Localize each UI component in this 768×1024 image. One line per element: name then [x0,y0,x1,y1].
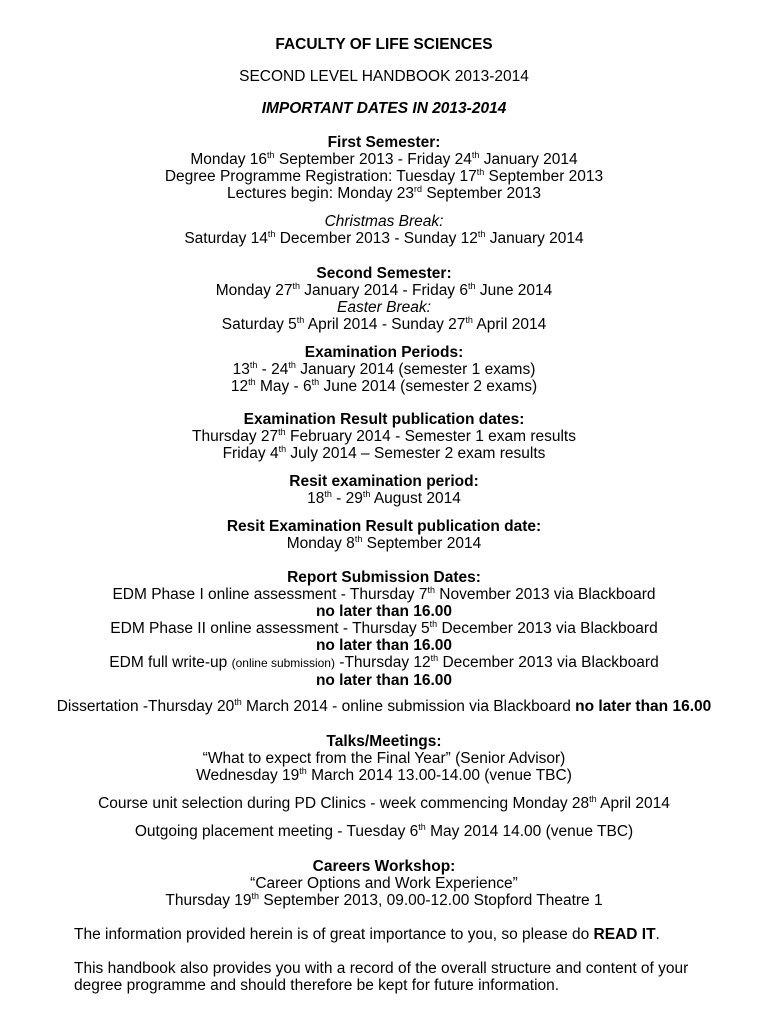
text: May - 6 [255,378,312,395]
careers-heading: Careers Workshop: [312,858,456,875]
text: September 2013 [484,168,604,185]
sup: th [589,793,597,804]
sup: th [288,359,296,370]
text: EDM Phase I online assessment - Thursday 7 [112,586,428,603]
sup: th [427,584,435,595]
sup: th [267,228,276,239]
second-semester-heading: Second Semester: [316,265,452,282]
text: EDM Phase II online assessment - Thursday 5 [110,620,430,637]
edm-phase-2 [0,620,768,637]
text: Lectures begin: Monday 23 [227,185,415,202]
text: June 2014 [475,282,553,299]
sup: th [249,359,258,370]
record-paragraph: This handbook also provides you with a record of the overall structure and content of your degree programme and should therefore be kept for future information. [74,960,689,994]
text: March 2014 - online submission via Blackboard [241,698,576,715]
exam-period-1 [0,361,768,378]
sup: th [465,314,473,325]
text: 12 [230,378,249,395]
sup: th [429,618,438,629]
results-line-2 [0,445,768,462]
exam-period-2 [0,378,768,395]
text: Dissertation -Thursday 20 [56,698,235,715]
sup: th [468,280,476,291]
text: December 2013 via Blackboard [438,654,659,671]
sup: th [278,426,286,437]
text: The information provided herein is of great importance to you, so please do [74,926,594,943]
sup: th [311,376,320,387]
deadline-1: no later than 16.00 [315,603,453,620]
text: Saturday 14 [184,230,268,247]
placement-line [0,823,768,840]
easter-heading: Easter Break: [337,299,431,316]
text: Wednesday 19 [196,767,300,784]
talk-title: “What to expect from the Final Year” (Senior Advisor) [202,750,566,767]
exam-periods-section [0,344,768,395]
talks-heading: Talks/Meetings: [326,733,442,750]
dissertation-deadline: no later than 16.00 [575,698,712,715]
text: Saturday 5 [221,316,297,333]
careers-section [0,858,768,909]
text: September 2013 - Friday 24 [274,151,472,168]
text: . [655,926,660,943]
text: June 2014 (semester 2 exams) [319,378,538,395]
resit-dates [0,490,768,507]
deadline-2: no later than 16.00 [315,637,453,654]
text: 13 [232,361,250,378]
sup: th [248,376,256,387]
second-semester-section [0,265,768,333]
text: July 2014 – Semester 2 exam results [286,445,546,462]
sup: th [278,443,287,454]
text: Monday 16 [190,151,268,168]
text: November 2013 via Blackboard [434,586,656,603]
first-semester-section [0,134,768,202]
results-line-1 [0,428,768,445]
text: September 2014 [362,535,482,552]
resit-result-section [0,518,768,552]
christmas-dates [0,230,768,247]
edm-phase-1 [0,586,768,603]
sup: th [477,228,486,239]
text: December 2013 via Blackboard [437,620,658,637]
talk-when [0,767,768,784]
text: April 2014 [472,316,547,333]
edm-full-writeup [0,654,768,672]
christmas-section [0,213,768,247]
text: January 2014 (semester 1 exams) [295,361,536,378]
sup: th [292,280,300,291]
text: January 2014 [485,230,584,247]
text: - 29 [331,490,363,507]
deadline-3: no later than 16.00 [315,672,453,689]
text: Monday 8 [286,535,355,552]
read-it-emphasis: READ IT [593,926,656,943]
careers-title: “Career Options and Work Experience” [250,875,518,892]
report-submission-section [0,569,768,689]
careers-when [0,892,768,909]
text: Outgoing placement meeting - Tuesday 6 [134,823,419,840]
text: Course unit selection during PD Clinics - week commencing Monday 28 [98,795,590,812]
text: September 2013 [422,185,541,202]
sup: th [324,488,332,499]
text: - 24 [257,361,289,378]
course-unit-line [0,795,768,812]
faculty-title: FACULTY OF LIFE SCIENCES [275,36,493,53]
second-semester-dates [0,282,768,299]
sup: rd [414,183,423,194]
first-semester-dates [0,151,768,168]
text: March 2014 13.00-14.00 (venue TBC) [306,767,572,784]
exam-periods-heading: Examination Periods: [304,344,464,361]
registration-line [0,168,768,185]
sup: th [362,488,371,499]
resit-section [0,473,768,507]
text: April 2014 [596,795,670,812]
sup: th [418,821,426,832]
results-section [0,411,768,462]
lectures-line [0,185,768,202]
resit-result-heading: Resit Examination Result publication date: [226,518,542,535]
easter-dates [0,316,768,333]
resit-heading: Resit examination period: [289,473,479,490]
sup: th [476,166,485,177]
text: Friday 4 [222,445,279,462]
text: EDM full write-up [109,654,232,671]
sup: th [251,890,260,901]
sup: th [296,314,305,325]
report-submission-heading: Report Submission Dates: [287,569,481,586]
handbook-subtitle: SECOND LEVEL HANDBOOK 2013-2014 [239,68,529,85]
text: Degree Programme Registration: Tuesday 17 [164,168,477,185]
text: September 2013, 09.00-12.00 Stopford Theatre 1 [259,892,603,909]
sup: th [299,765,307,776]
text: February 2014 - Semester 1 exam results [285,428,576,445]
importance-paragraph [0,926,768,943]
text: May 2014 14.00 (venue TBC) [425,823,634,840]
talks-section [0,733,768,784]
online-submission-note: (online submission) [231,656,335,670]
text: Monday 27 [215,282,293,299]
resit-result-date [0,535,768,552]
sup: th [430,652,439,663]
text: April 2014 - Sunday 27 [304,316,466,333]
text: August 2014 [370,490,461,507]
text: Thursday 19 [165,892,252,909]
text: 18 [307,490,325,507]
dissertation-line [0,698,768,715]
christmas-heading: Christmas Break: [324,213,444,230]
text: -Thursday 12 [334,654,431,671]
important-dates-heading: IMPORTANT DATES IN 2013-2014 [261,100,507,117]
text: January 2014 [479,151,578,168]
text: Thursday 27 [191,428,279,445]
sup: th [471,149,480,160]
text: December 2013 - Sunday 12 [275,230,478,247]
text: January 2014 - Friday 6 [299,282,468,299]
first-semester-heading: First Semester: [327,134,441,151]
results-heading: Examination Result publication dates: [243,411,525,428]
sup: th [267,149,275,160]
sup: th [354,533,363,544]
sup: th [234,696,242,707]
